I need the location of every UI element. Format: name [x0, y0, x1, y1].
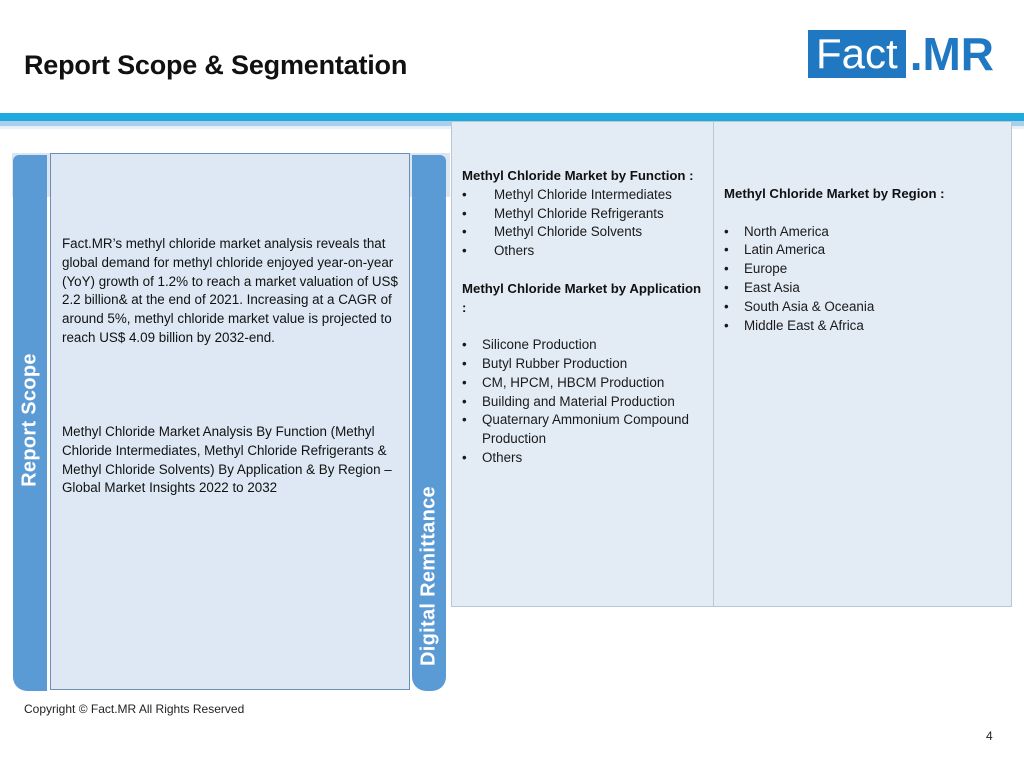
list-item: • Middle East & Africa [724, 317, 1004, 336]
list-item: • CM, HPCM, HBCM Production [462, 374, 708, 393]
segmentation-column-region [714, 122, 1011, 606]
list-item: • Europe [724, 260, 1004, 279]
copyright-footer: Copyright © Fact.MR All Rights Reserved [24, 702, 245, 716]
list-item: • Latin America [724, 241, 1004, 260]
digital-remittance-tab [412, 155, 446, 691]
function-list [462, 186, 708, 261]
page-number: 4 [986, 729, 993, 743]
application-heading: Methyl Chloride Market by Application : [462, 280, 702, 315]
report-scope-tab [13, 155, 47, 691]
logo-mr-text: .MR [909, 28, 995, 80]
list-item: • Silicone Production [462, 336, 708, 355]
list-item: • Others [462, 449, 708, 468]
report-scope-panel [50, 153, 410, 690]
list-item: • East Asia [724, 279, 1004, 298]
list-item: • Methyl Chloride Solvents [462, 223, 708, 242]
header-divider-band [0, 113, 1024, 121]
list-item: • Methyl Chloride Intermediates [462, 186, 708, 205]
list-item: • South Asia & Oceania [724, 298, 1004, 317]
digital-remittance-label: Digital Remittance [417, 486, 440, 666]
function-heading: Methyl Chloride Market by Function : [462, 168, 694, 183]
region-list [724, 223, 1004, 336]
page-title: Report Scope & Segmentation [24, 50, 408, 80]
region-heading: Methyl Chloride Market by Region : [724, 186, 945, 201]
list-item: • Butyl Rubber Production [462, 355, 708, 374]
scope-title-paragraph: Methyl Chloride Market Analysis By Function (Methyl Chloride Intermediates, Methyl Chloride Refrigerants & Methyl Chloride Solvents) By Application & By Region – Global Market Insights 2022 to 2032 [62, 424, 392, 496]
report-scope-label: Report Scope [18, 353, 41, 487]
list-item: • Methyl Chloride Refrigerants [462, 205, 708, 224]
list-item: • Others [462, 242, 708, 261]
list-item: • Building and Material Production [462, 393, 708, 412]
scope-summary-paragraph: Fact.MR’s methyl chloride market analysis reveals that global demand for methyl chloride enjoyed year-on-year (YoY) growth of 1.2% to reach a market valuation of US$ 2.2 billion& at the end of 2021. Increasing at a CAGR of around 5%, methyl chloride market value is projected to reach US$ 4.09 billion by 2032-end. [62, 236, 398, 345]
list-item: • North America [724, 223, 1004, 242]
application-list [462, 336, 708, 468]
segmentation-column-function-application [452, 122, 714, 606]
logo-fact-text: Fact [808, 30, 906, 78]
list-item: • Quaternary Ammonium Compound Production [462, 411, 708, 449]
segmentation-table [451, 121, 1012, 607]
factmr-logo [808, 30, 994, 78]
